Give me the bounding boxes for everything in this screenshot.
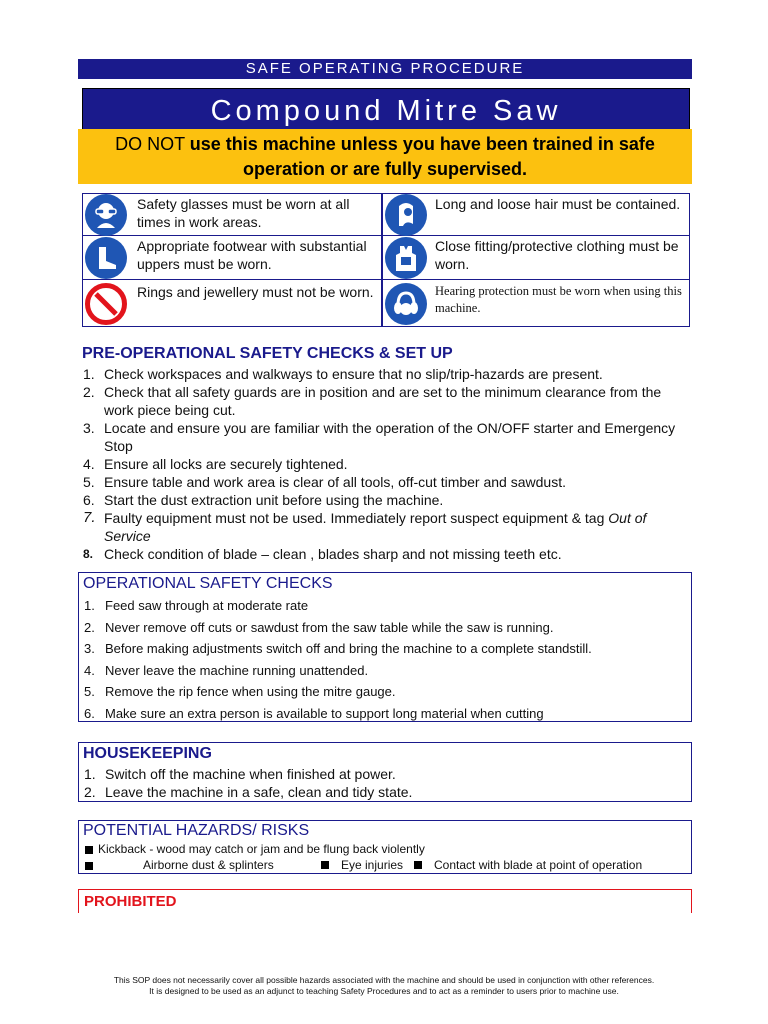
hazard-list-row (85, 857, 685, 873)
safety-glasses-icon (85, 194, 127, 236)
item-number: 1. (84, 766, 96, 782)
list-item (80, 419, 692, 455)
item-number: 8. (83, 547, 94, 561)
item-text: Never leave the machine running unattended. (105, 662, 369, 678)
protective-clothing-icon (385, 237, 427, 279)
item-number: 5. (83, 474, 95, 490)
ppe-glasses-text: Safety glasses must be worn at all times in work areas. (137, 196, 350, 230)
list-item (80, 473, 692, 491)
item-text: Never remove off cuts or sawdust from the saw table while the saw is running. (105, 619, 554, 635)
pre-op-heading: PRE-OPERATIONAL SAFETY CHECKS & SET UP (82, 345, 453, 362)
prohibited-heading: PROHIBITED (84, 893, 177, 910)
hazard-dust: Airborne dust & splinters (143, 858, 274, 872)
item-number: 3. (84, 641, 95, 657)
item-text: Locate and ensure you are familiar with the operation of the ON/OFF starter and Emergency Stop (104, 420, 676, 454)
list-item (81, 660, 687, 682)
bullet-icon (414, 861, 422, 869)
hazards-heading: POTENTIAL HAZARDS/ RISKS (83, 822, 310, 839)
procedure-banner: SAFE OPERATING PROCEDURE (78, 59, 692, 79)
item-text: Check condition of blade – clean , blades sharp and not missing teeth etc. (104, 546, 562, 562)
footer-line-1: This SOP does not necessarily cover all possible hazards associated with the machine and should be used in conjunction with other references. (113, 975, 655, 985)
hazard-kickback (85, 841, 425, 857)
item-text: Feed saw through at moderate rate (105, 598, 309, 613)
page-title: Compound Mitre Saw (82, 88, 690, 132)
hearing-protection-icon (385, 283, 427, 325)
item-text: Faulty equipment must not be used. Immediately report suspect equipment & tag (104, 510, 609, 526)
housekeeping-list (81, 765, 687, 801)
item-number: 1. (84, 598, 95, 613)
item-text: Ensure all locks are securely tightened. (104, 456, 348, 472)
list-item (81, 681, 687, 703)
item-text: Start the dust extraction unit before using the machine. (104, 492, 444, 508)
item-text: Leave the machine in a safe, clean and tidy state. (105, 784, 413, 800)
bullet-icon (85, 862, 93, 870)
training-warning (78, 129, 692, 184)
ppe-hearing-text: Hearing protection must be worn when using this machine. (435, 284, 682, 315)
item-number: 1. (83, 366, 95, 382)
item-text: Check workspaces and walkways to ensure that no slip/trip-hazards are present. (104, 366, 603, 382)
list-item (81, 638, 687, 660)
ppe-cell-glasses (82, 193, 382, 236)
ppe-cell-hearing (382, 280, 690, 327)
item-number: 4. (84, 662, 95, 678)
ops-heading: OPERATIONAL SAFETY CHECKS (83, 575, 333, 592)
bullet-icon (85, 846, 93, 854)
housekeeping-box (78, 742, 692, 802)
hazards-box (78, 820, 692, 874)
item-number: 2. (83, 384, 95, 400)
item-text: Remove the rip fence when using the mitre gauge. (105, 684, 396, 700)
long-hair-icon (385, 194, 427, 236)
warning-lead: DO NOT (115, 134, 190, 154)
safety-footwear-icon (85, 237, 127, 279)
footer-disclaimer (60, 975, 708, 997)
list-item (81, 617, 687, 639)
list-item (80, 491, 692, 509)
hazard-blade-contact: Contact with blade at point of operation (434, 858, 643, 872)
ops-list (81, 595, 687, 725)
list-item (80, 545, 692, 563)
item-number: 3. (83, 420, 95, 436)
list-item (80, 455, 692, 473)
item-text: Check that all safety guards are in position and are set to the minimum clearance from the work piece being cut. (104, 384, 662, 418)
pre-op-list (80, 365, 692, 563)
ppe-cell-footwear (82, 236, 382, 280)
list-item (81, 765, 687, 783)
item-number: 6. (83, 492, 95, 508)
item-text: Before making adjustments switch off and bring the machine to a complete standstill. (105, 641, 592, 657)
ppe-cell-hair (382, 193, 690, 236)
ppe-footwear-text: Appropriate footwear with substantial uppers must be worn. (137, 238, 367, 272)
ppe-cell-jewellery (82, 280, 382, 327)
item-number: 4. (83, 456, 95, 472)
housekeeping-heading: HOUSEKEEPING (83, 745, 212, 762)
list-item (80, 509, 692, 545)
item-number: 6. (84, 705, 95, 721)
bullet-icon (321, 861, 329, 869)
ppe-cell-clothing (382, 236, 690, 280)
hazard-eye: Eye injuries (341, 858, 404, 872)
ppe-requirements (82, 193, 690, 327)
operational-checks-box (78, 572, 692, 722)
ppe-hair-text: Long and loose hair must be contained. (435, 196, 681, 212)
ppe-jewellery-text: Rings and jewellery must not be worn. (137, 284, 374, 300)
list-item (81, 783, 687, 801)
hazard-text: Kickback - wood may catch or jam and be flung back violently (98, 842, 425, 856)
warning-text: use this machine unless you have been trained in safe operation or are fully supervised. (189, 134, 655, 179)
item-text: Ensure table and work area is clear of all tools, off-cut timber and sawdust. (104, 474, 566, 490)
list-item (80, 365, 692, 383)
item-number: 7. (83, 509, 96, 526)
ppe-clothing-text: Close fitting/protective clothing must be worn. (435, 238, 679, 272)
list-item (81, 703, 687, 725)
footer-line-2: It is designed to be used as an adjunct to teaching Safety Procedures and to act as a reminder to users prior to machine use. (149, 986, 619, 996)
item-text: Make sure an extra person is available to support long material when cutting (105, 705, 544, 721)
item-number: 2. (84, 784, 96, 800)
no-jewellery-icon (85, 283, 127, 325)
item-text: Switch off the machine when finished at power. (105, 766, 396, 782)
list-item (80, 383, 692, 419)
list-item (81, 595, 687, 617)
item-number: 2. (84, 619, 95, 635)
item-number: 5. (84, 684, 95, 700)
out-of-service-tag: Out of Service (104, 510, 647, 544)
